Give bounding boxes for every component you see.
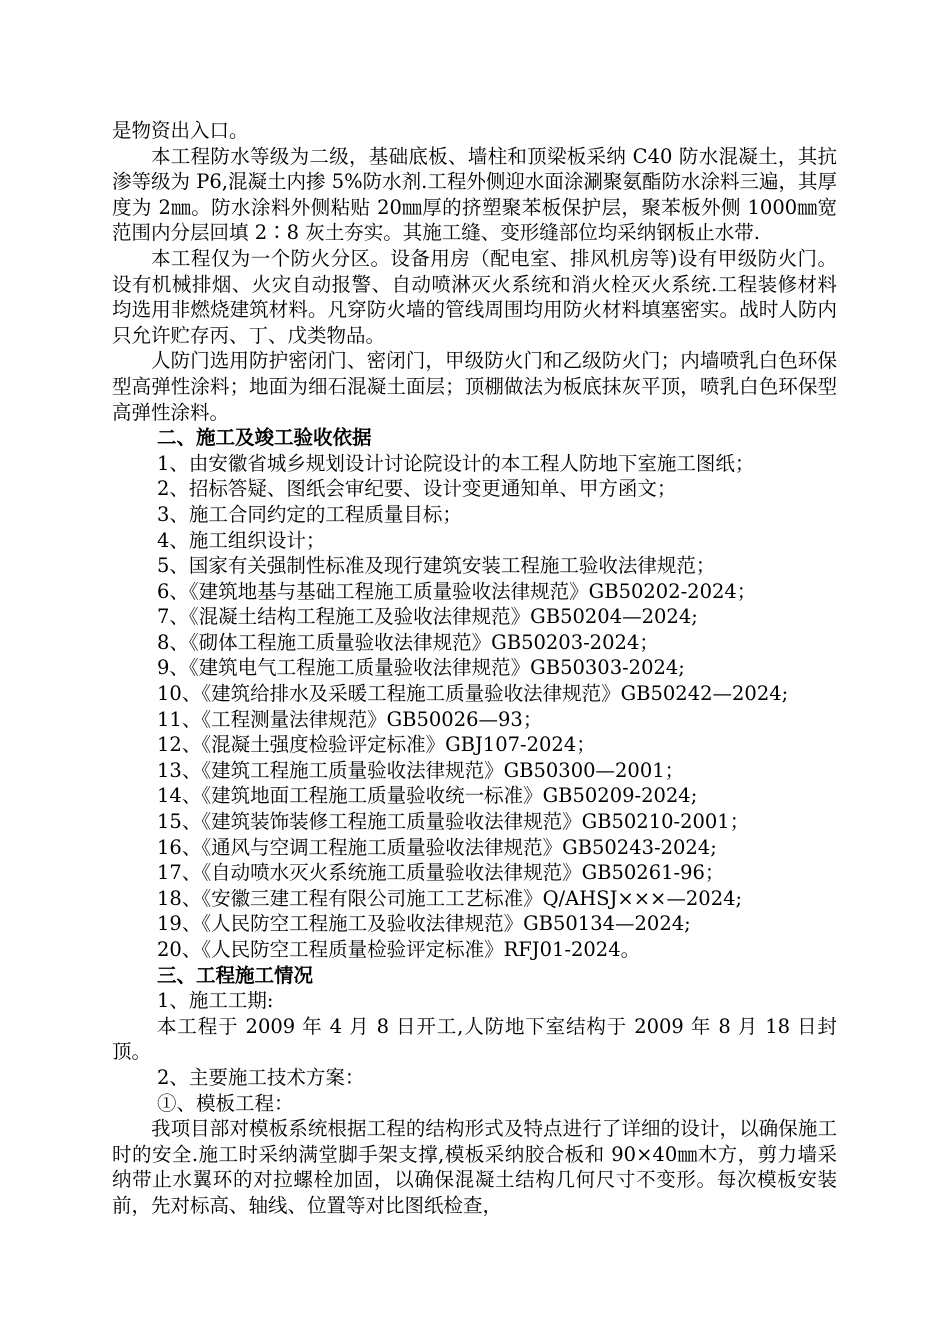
subheading-formwork: ①、模板工程： xyxy=(157,1091,294,1115)
list-item: 14、《建筑地面工程施工质量验收统一标准》GB50209-2024; xyxy=(157,784,698,808)
section-heading-acceptance-basis: 二、施工及竣工验收依据 xyxy=(157,426,372,450)
document-body xyxy=(112,118,837,1219)
list-item: 11、《工程测量法律规范》GB50026—93； xyxy=(157,707,543,731)
list-item: 13、《建筑工程施工质量验收法律规范》GB50300—2001； xyxy=(157,758,685,782)
list-item: 19、《人民防空工程施工及验收法律规范》GB50134—2024; xyxy=(157,912,691,936)
list-item: 6、《建筑地基与基础工程施工质量验收法律规范》GB50202-2024； xyxy=(157,579,757,603)
list-item: 15、《建筑装饰装修工程施工质量验收法律规范》GB50210-2001； xyxy=(157,810,750,834)
list-item: 2、招标答疑、图纸会审纪要、设计变更通知单、甲方函文； xyxy=(157,477,677,501)
list-item: 20、《人民防空工程质量检验评定标准》RFJ01-2024。 xyxy=(157,938,641,961)
paragraph-doors-finishes: 人防门选用防护密闭门、密闭门，甲级防火门和乙级防火门；内墙喷乳白色环保型高弹性涂料；地面为细石混凝土面层；顶棚做法为板底抹灰平顶，喷乳白色环保型高弹性涂料。 xyxy=(112,349,837,424)
paragraph-fire-protection: 本工程仅为一个防火分区。设备用房（配电室、排风机房等)设有甲级防火门。设有机械排烟、火灾自动报警、自动喷淋灭火系统和消火栓灭火系统.工程装修材料均选用非燃烧建筑材料。凡穿防火墙的管线周围均用防火材料填塞密实。战时人防内只允许贮存丙、丁、戊类物品。 xyxy=(112,246,837,347)
subheading-tech-plan: 2、主要施工技术方案： xyxy=(157,1065,365,1089)
list-item: 9、《建筑电气工程施工质量验收法律规范》GB50303-2024; xyxy=(157,656,685,680)
list-item: 10、《建筑给排水及采暖工程施工质量验收法律规范》GB50242—2024; xyxy=(157,682,789,706)
subheading-period: 1、施工工期: xyxy=(157,989,274,1013)
list-item: 3、施工合同约定的工程质量目标； xyxy=(157,502,462,526)
paragraph-waterproofing: 本工程防水等级为二级，基础底板、墙柱和顶梁板采纳 C40 防水混凝土，其抗渗等级为 P6,混凝土内掺 5%防水剂.工程外侧迎水面涂涮聚氨酯防水涂料三遍，其厚度为 2㎜。防水涂料外侧粘贴 20㎜厚的挤塑聚苯板保护层，聚苯板外侧 1000㎜宽范围内分层回填 2∶8 灰土夯实。其施工缝、变形缝部位均采纳钢板止水带. xyxy=(112,144,837,245)
list-item: 7、《混凝土结构工程施工及验收法律规范》GB50204—2024; xyxy=(157,605,698,629)
list-item: 18、《安徽三建工程有限公司施工工艺标准》Q/AHSJ×××—2024; xyxy=(157,886,743,910)
paragraph-continuation: 是物资出入口。 xyxy=(112,119,249,142)
list-item: 12、《混凝土强度检验评定标准》GBJ107-2024； xyxy=(157,733,596,757)
list-item: 16、《通风与空调工程施工质量验收法律规范》GB50243-2024; xyxy=(157,835,717,859)
section-heading-construction: 三、工程施工情况 xyxy=(157,963,314,987)
list-item: 17、《自动喷水灭火系统施工质量验收法律规范》GB50261-96； xyxy=(157,861,725,885)
list-item: 1、由安徽省城乡规划设计讨论院设计的本工程人防地下室施工图纸； xyxy=(157,451,755,475)
paragraph-period: 本工程于 2009 年 4 月 8 日开工,人防地下室结构于 2009 年 8 月 18 日封顶。 xyxy=(112,1014,837,1064)
paragraph-formwork: 我项目部对模板系统根据工程的结构形式及特点进行了详细的设计，以确保施工时的安全.施工时采纳满堂脚手架支撑,模板采纳胶合板和 90×40㎜木方，剪力墙采纳带止水翼环的对拉螺栓加固，以确保混凝土结构几何尺寸不变形。每次模板安装前，先对标高、轴线、位置等对比图纸检查， xyxy=(112,1117,837,1217)
list-item: 4、施工组织设计； xyxy=(157,528,326,552)
list-item: 5、国家有关强制性标准及现行建筑安装工程施工验收法律规范； xyxy=(157,554,716,578)
list-item: 8、《砌体工程施工质量验收法律规范》GB50203-2024； xyxy=(157,630,659,654)
